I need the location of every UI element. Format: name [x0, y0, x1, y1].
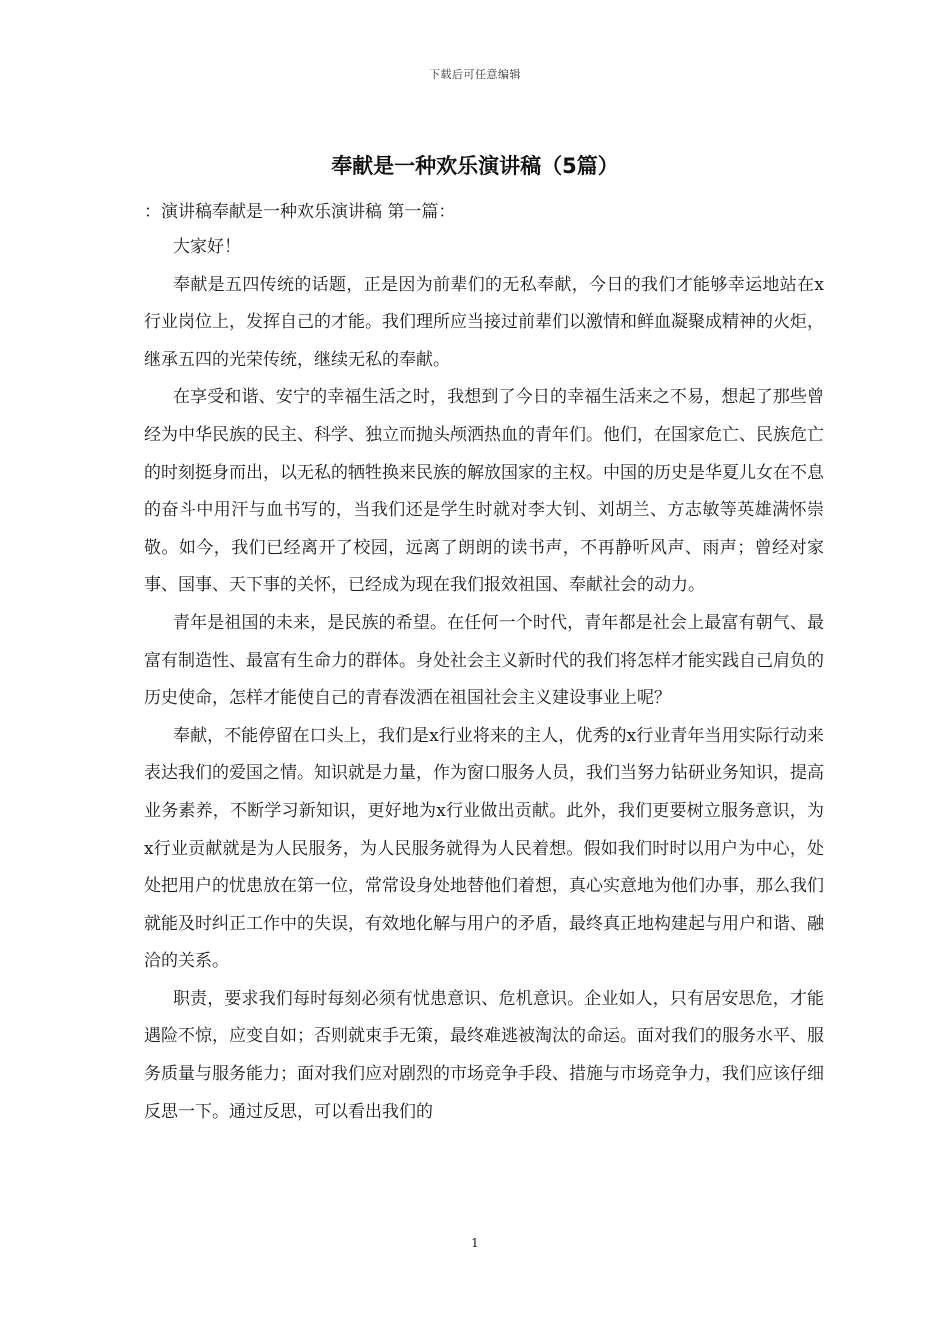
document-title: 奉献是一种欢乐演讲稿（5篇）: [331, 154, 619, 178]
paragraph: 在享受和谐、安宁的幸福生活之时，我想到了今日的幸福生活来之不易，想起了那些曾经为中华民族的民主、科学、独立而抛头颅洒热血的青年们。他们，在国家危亡、民族危亡的时刻挺身而出，以无私的牺牲换来民族的解放国家的主权。中国的历史是华夏儿女在不息的奋斗中用汗与血书写的，当我们还是学生时就对李大钊、刘胡兰、方志敏等英雄满怀崇敬。如今，我们已经离开了校园，远离了朗朗的读书声，不再静听风声、雨声；曾经对家事、国事、天下事的关怀，已经成为现在我们报效祖国、奉献社会的动力。: [144, 387, 824, 596]
document-body: [144, 195, 824, 1131]
paragraph: 职责，要求我们每时每刻必须有忧患意识、危机意识。企业如人，只有居安思危，才能遇险不惊，应变自如；否则就束手无策，最终难逃被淘汰的命运。面对我们的服务水平、服务质量与服务能力；面对我们应对剧烈的市场竞争手段、措施与市场竞争力，我们应该仔细反思一下。通过反思，可以看出我们的: [144, 988, 824, 1122]
page-number: 1: [471, 1236, 479, 1250]
paragraph: 奉献是五四传统的话题，正是因为前辈们的无私奉献，今日的我们才能够幸运地站在x行业岗位上，发挥自己的才能。我们理所应当接过前辈们以激情和鲜血凝聚成精神的火炬，继承五四的光荣传统，继续无私的奉献。: [144, 274, 824, 370]
paragraph: 奉献，不能停留在口头上，我们是x行业将来的主人，优秀的x行业青年当用实际行动来表达我们的爱国之情。知识就是力量，作为窗口服务人员，我们当努力钻研业务知识，提高业务素养，不断学习新知识，更好地为x行业做出贡献。此外，我们更要树立服务意识，为x行业贡献就是为人民服务，为人民服务就得为人民着想。假如我们时时以用户为中心，处处把用户的忧患放在第一位，常常设身处地替他们着想，真心实意地为他们办事，那么我们就能及时纠正工作中的失误，有效地化解与用户的矛盾，最终真正地构建起与用户和谐、融洽的关系。: [144, 725, 824, 972]
paragraph-greeting: 大家好！: [173, 237, 241, 257]
page-header-note: 下载后可任意编辑: [429, 68, 521, 81]
section-heading-line: ：演讲稿奉献是一种欢乐演讲稿 第一篇：: [144, 202, 456, 222]
paragraph: 青年是祖国的未来，是民族的希望。在任何一个时代，青年都是社会上最富有朝气、最富有制造性、最富有生命力的群体。身处社会主义新时代的我们将怎样才能实践自己肩负的历史使命，怎样才能使自己的青春泼洒在祖国社会主义建设事业上呢？: [144, 612, 824, 709]
